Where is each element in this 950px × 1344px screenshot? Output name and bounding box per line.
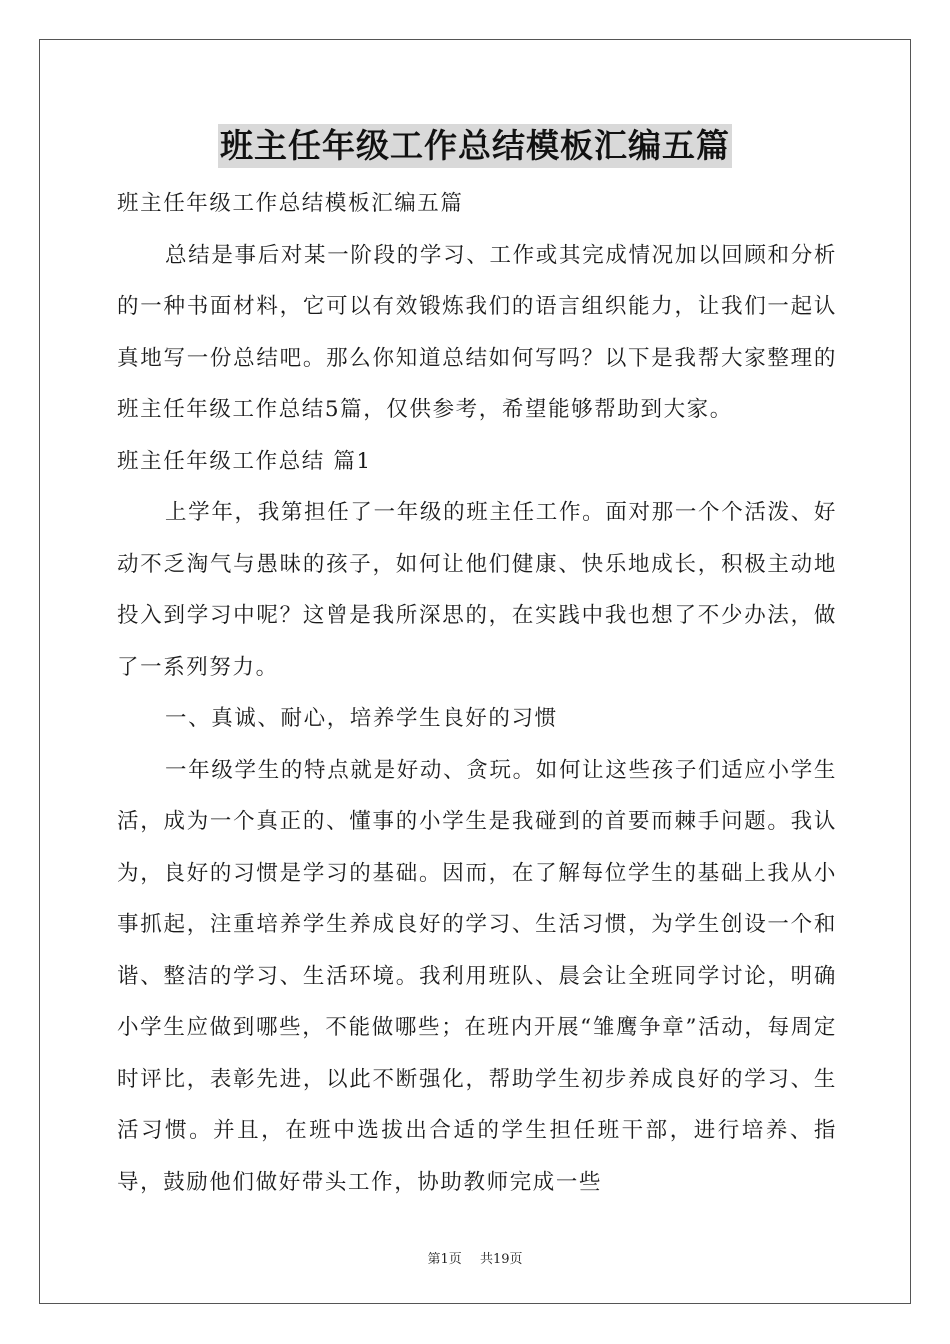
- section-heading-1: 班主任年级工作总结 篇1: [117, 448, 372, 474]
- body-paragraph: 一年级学生的特点就是好动、贪玩。如何让这些孩子们适应小学生活，成为一个真正的、懂事的小学生是我碰到的首要而棘手问题。我认为，良好的习惯是学习的基础。因而，在了解每位学生的基础上我从小事抓起，注重培养学生养成良好的学习、生活习惯，为学生创设一个和谐、整洁的学习、生活环境。我利用班队、晨会让全班同学讨论，明确小学生应做到哪些，不能做哪些；在班内开展“雏鹰争章”活动，每周定时评比，表彰先进，以此不断强化，帮助学生初步养成良好的学习、生活习惯。并且，在班中选拔出合适的学生担任班干部，进行培养、指导，鼓励他们做好带头工作，协助教师完成一些: [117, 757, 837, 1195]
- subtitle-paragraph: 班主任年级工作总结模板汇编五篇: [117, 191, 464, 216]
- document-body: [117, 178, 837, 1208]
- title-container: [0, 124, 950, 168]
- page-footer: [0, 1248, 950, 1267]
- subsection-heading: 一、真诚、耐心，培养学生良好的习惯: [165, 706, 558, 731]
- intro-paragraph: 总结是事后对某一阶段的学习、工作或其完成情况加以回顾和分析的一种书面材料，它可以有效锻炼我们的语言组织能力，让我们一起认真地写一份总结吧。那么你知道总结如何写吗？以下是我帮大家整理的班主任年级工作总结5篇，仅供参考，希望能够帮助到大家。: [117, 242, 837, 422]
- page-total: 共19页: [479, 1252, 523, 1267]
- document-title: 班主任年级工作总结模板汇编五篇: [218, 124, 732, 168]
- page-number: 第1页: [427, 1252, 462, 1267]
- body-paragraph: 上学年，我第担任了一年级的班主任工作。面对那一个个活泼、好动不乏淘气与愚昧的孩子，如何让他们健康、快乐地成长，积极主动地投入到学习中呢？这曾是我所深思的，在实践中我也想了不少办法，做了一系列努力。: [117, 500, 837, 680]
